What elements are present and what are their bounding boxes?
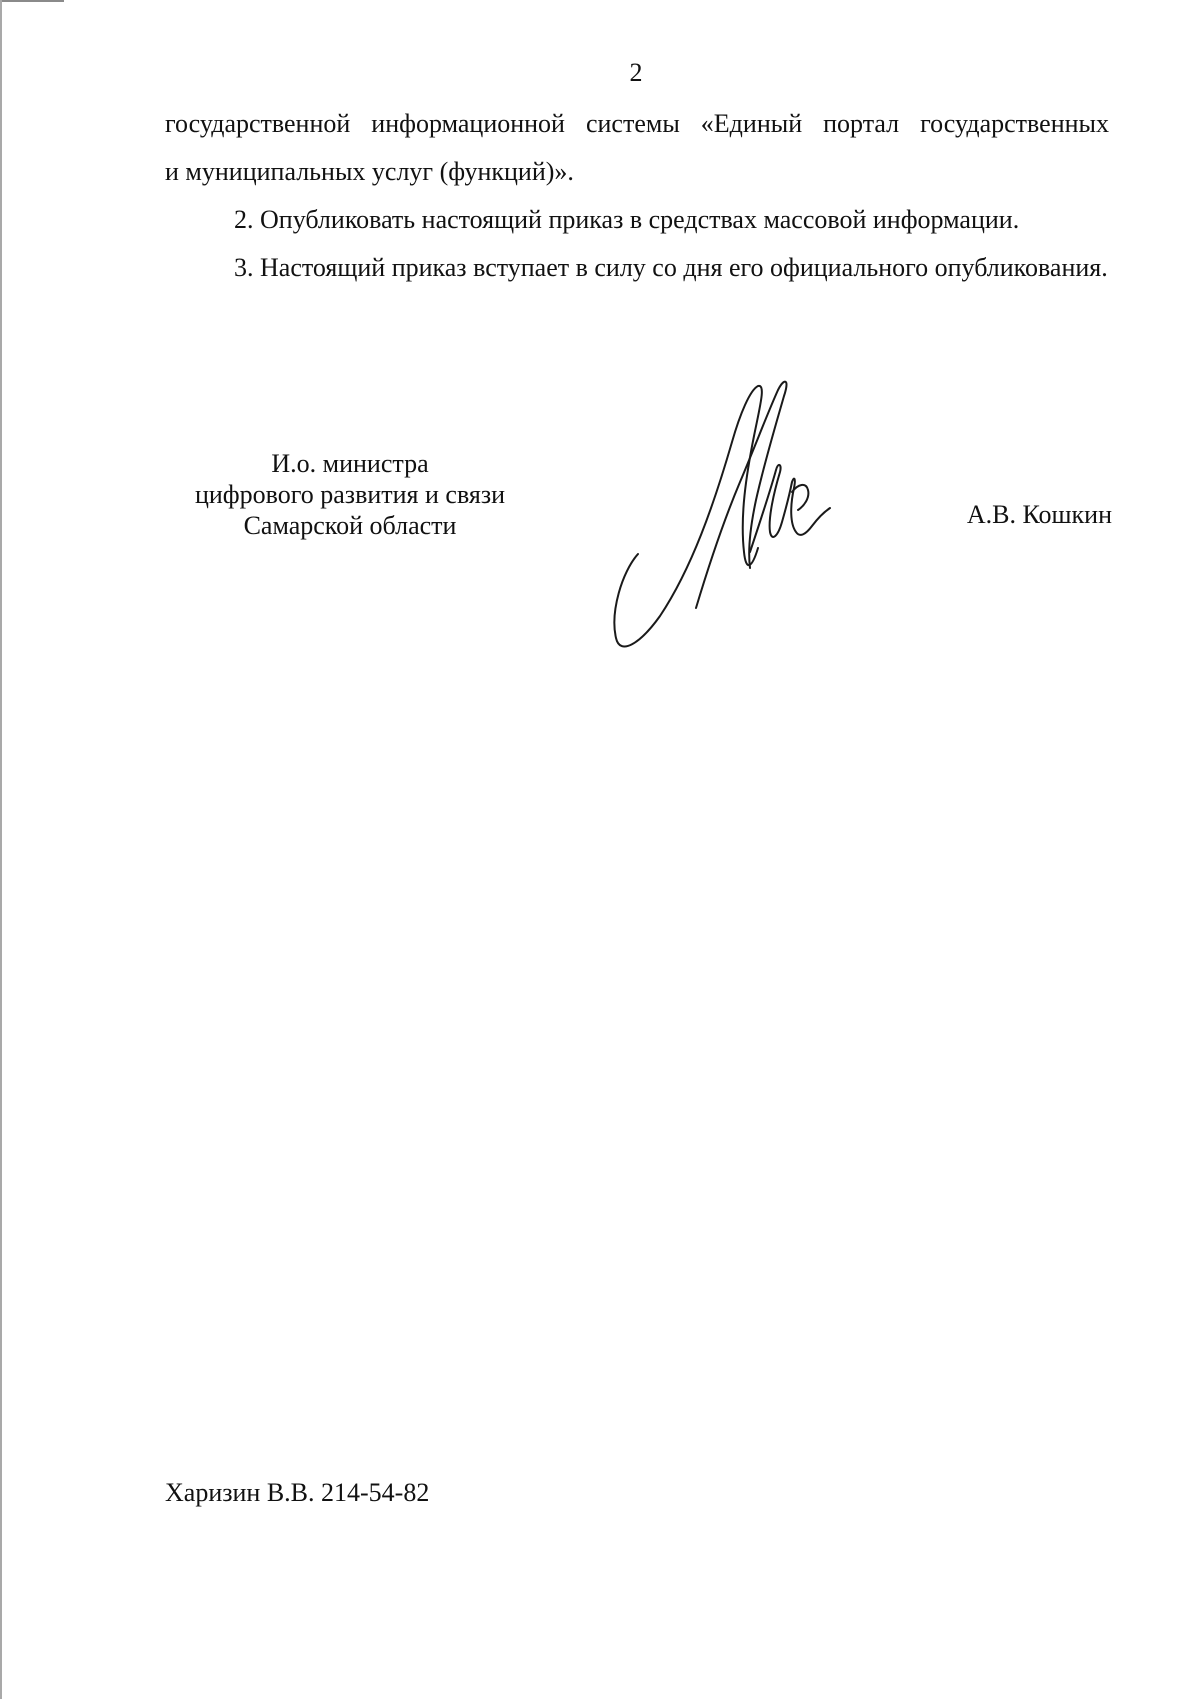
handwritten-signature — [600, 372, 860, 662]
executor-contact: Харизин В.В. 214-54-82 — [165, 1478, 430, 1507]
signature-stroke-4 — [792, 485, 808, 510]
signatory-title-line-3: Самарской области — [243, 511, 457, 540]
paragraph-1-continuation — [165, 100, 1109, 196]
signatory-title-line-2: цифрового развития и связи — [194, 480, 506, 509]
paragraph-3: 3. Настоящий приказ вступает в силу со дня его официального опубликования. — [234, 253, 1108, 282]
signatory-title — [165, 448, 535, 541]
paragraph-2: 2. Опубликовать настоящий приказ в средствах массовой информации. — [234, 205, 1020, 234]
scan-edge-left — [0, 0, 2, 1699]
page-number: 2 — [629, 58, 643, 87]
signatory-title-line-1: И.о. министра — [271, 449, 429, 478]
paragraph-1-line-2: и муниципальных услуг (функций)». — [165, 157, 574, 186]
signature-stroke-1 — [614, 386, 761, 647]
signatory-name: А.В. Кошкин — [966, 500, 1112, 529]
scan-edge-top — [0, 0, 64, 2]
paragraph-1-line-1: государственной информационной системы «Единый портал государственных — [165, 109, 1109, 138]
